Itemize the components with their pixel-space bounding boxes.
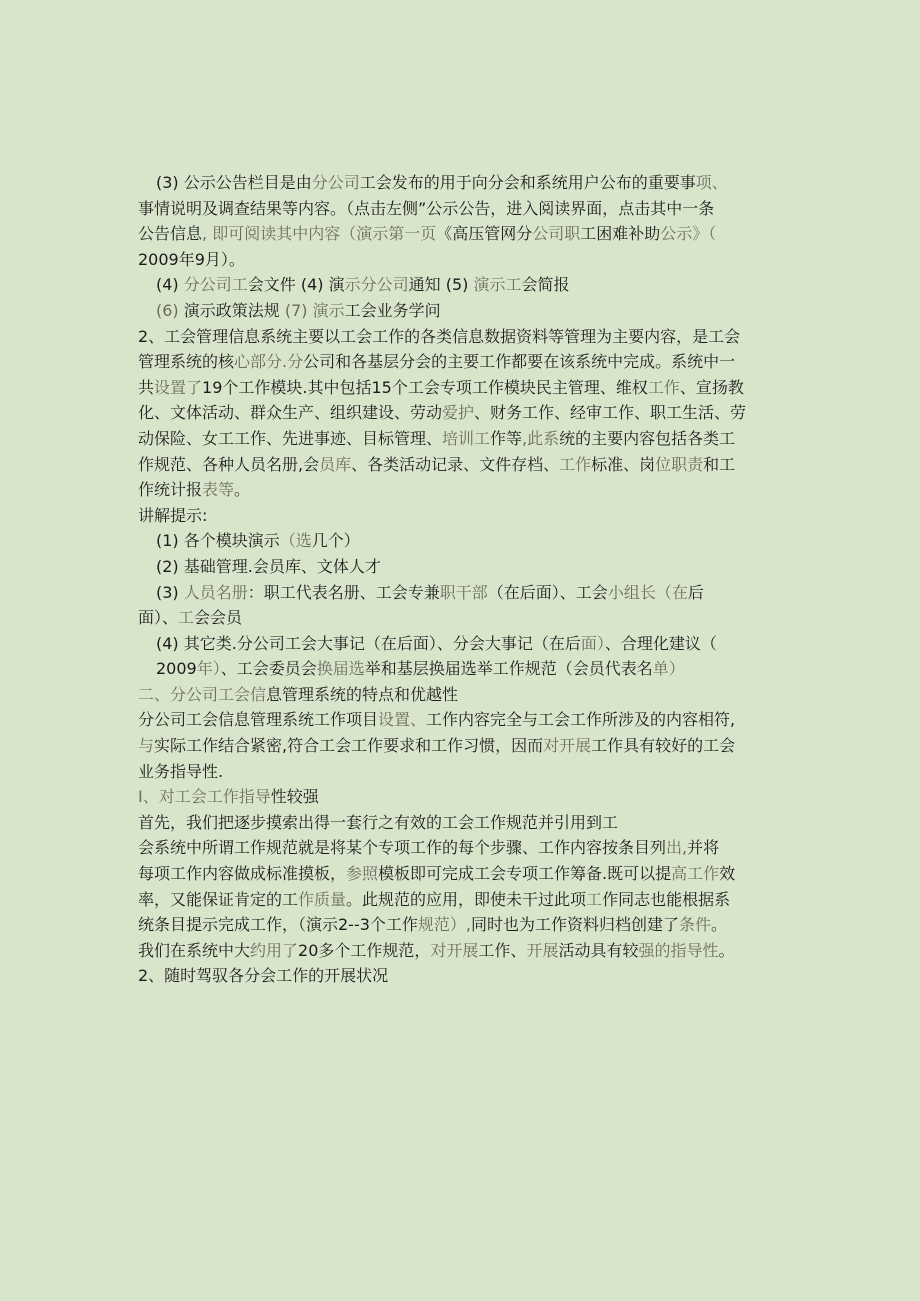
text-line	[138, 631, 788, 657]
text-run: 设置了	[154, 377, 203, 397]
text-line	[138, 477, 788, 503]
text-run: 会会员	[194, 608, 243, 628]
text-run: 与	[138, 736, 155, 756]
text-run: 工作	[647, 377, 680, 397]
text-run: 、各类活动记录、文件存档、	[351, 454, 560, 474]
text-line	[138, 170, 788, 196]
text-run: I、对	[138, 787, 175, 807]
text-line	[138, 298, 788, 324]
text-run: 率，又能保证肯定的工	[138, 889, 299, 909]
text-run: 统条目提示完成工作，（演示2--3个工作	[138, 915, 418, 935]
text-run: 规范）,	[417, 915, 472, 935]
text-run: 工会业务学问	[344, 300, 441, 320]
text-run: 项、	[695, 173, 728, 192]
text-line	[138, 605, 788, 631]
text-run: 并将	[687, 838, 720, 858]
text-run: 演示政策法规	[183, 300, 280, 320]
text-run: 面）	[580, 633, 605, 653]
text-run: 职干部	[439, 582, 488, 602]
text-line	[138, 196, 788, 222]
text-run: 、财务工作、经审工作、职工生活、劳	[474, 403, 747, 423]
text-line	[138, 963, 788, 989]
text-run: 强的指导性	[638, 940, 719, 960]
text-run: 会系统中所谓工作规范就是将某个专项工作的每个步骤、工作内容按条目列	[138, 838, 667, 858]
text-run: 演示工	[473, 275, 522, 295]
text-run: 19个工作模块.其中包括15个工会专项工作模块民主管理、维权	[202, 377, 648, 397]
text-run: 设置、	[378, 710, 427, 730]
text-line	[138, 707, 788, 733]
text-run: 几个）	[311, 531, 360, 551]
text-run: 通知 (5)	[408, 275, 474, 295]
text-run: (6)	[156, 300, 184, 320]
text-run: 开展	[526, 940, 559, 960]
text-run: 首先，我们把逐步摸索出得一套行之有效的工会工作规范并引用到工	[138, 812, 619, 832]
text-run: 。	[718, 940, 735, 960]
text-run: 作质量	[298, 889, 347, 909]
text-run: 每项工作内容做成标准摸板，	[138, 864, 347, 884]
text-run: 统的主要内容包括各类工	[559, 428, 736, 448]
text-run: 标准、岗	[591, 454, 656, 474]
text-run: 对开展	[430, 940, 479, 960]
text-run: 工会发布的用于向分会和系统用户公布的重要事	[359, 173, 696, 192]
text-run: 、合理化建议（	[604, 633, 717, 653]
document-body	[138, 170, 788, 989]
text-run: 2、工会管理信息系统主要以工会工作的各类信息数据资料等管理为主要内容，是工会	[138, 326, 741, 346]
text-run: ,此系	[522, 428, 560, 448]
text-run: 2009	[156, 659, 197, 679]
text-run: 作等	[490, 428, 523, 448]
text-run: 公示》（	[660, 224, 717, 244]
text-run: (3) 公示公告栏目是由	[156, 173, 312, 192]
text-run: 会文件 (4) 演	[247, 275, 345, 295]
text-run: ：职工代表名册、工会专兼	[247, 582, 440, 602]
text-line	[138, 554, 788, 580]
text-run: 管理系统的核	[138, 352, 235, 372]
text-line	[138, 810, 788, 836]
text-line	[138, 861, 788, 887]
text-run: 分公司工	[183, 275, 248, 295]
text-run: 共	[138, 377, 155, 397]
text-run: 事情说明及调查结果等内容。（点击左侧”公示公告，进入阅读界面，点击其中一条	[138, 198, 715, 218]
text-run: 工困难补助	[580, 224, 661, 244]
text-run: 培训工	[442, 428, 491, 448]
text-line	[138, 452, 788, 478]
text-line	[138, 426, 788, 452]
text-run: (4)	[156, 275, 184, 295]
text-run: 面）、	[138, 608, 179, 628]
text-run: 示分公司	[344, 275, 409, 295]
text-run: 单）	[652, 659, 685, 679]
text-run: 举和基层换届选举工作规范（会员代表名	[364, 659, 653, 679]
text-line	[138, 349, 788, 375]
text-line	[138, 375, 788, 401]
text-run: 2、随时驾驭各分会工作的开展状况	[138, 966, 389, 986]
text-line	[138, 887, 788, 913]
text-run: 。	[711, 915, 728, 935]
text-run: 会简报	[521, 275, 570, 295]
text-run: 息管理系统的特点和优越性	[266, 684, 459, 704]
text-run: 人员名册	[183, 582, 248, 602]
text-run: 年）	[196, 659, 221, 679]
text-run: (1) 各个模块演示	[156, 531, 280, 551]
text-run: 分公司工会信息管理系统工作项目	[138, 710, 379, 730]
text-run: 模板即可完成工会专项工作筹备.既可以提	[378, 864, 672, 884]
text-line	[138, 272, 788, 298]
text-run: , 即可阅读其中内容（演示第一页	[202, 224, 437, 244]
text-run: 公司和各基层分会的主要工作都要在该系统中完成。系统中一	[303, 352, 736, 372]
text-line	[138, 528, 788, 554]
text-run: 同时也为工作资料归档创建了	[471, 915, 680, 935]
text-run: 效	[719, 864, 736, 884]
text-run: 工作具有较好的工会	[591, 736, 736, 756]
text-line	[138, 221, 788, 247]
text-run: 讲解提示:	[138, 505, 208, 525]
text-run: 工	[178, 608, 195, 628]
text-run: 公告信息	[138, 224, 203, 244]
text-run: 实际工作结合紧密,符合工会工作要求和工作习惯，因而	[154, 736, 544, 756]
text-run: 工会工作指导	[174, 787, 271, 807]
text-run: 换届选	[316, 659, 365, 679]
text-line	[138, 324, 788, 350]
text-run: 。此规范的应用，即使未干过此项	[346, 889, 587, 909]
text-run: (4) 其它类.分公司工会大事记（在后面）、分会大事记（在后	[156, 633, 581, 653]
text-run: 业务指导性.	[138, 761, 224, 781]
text-run: 分公司	[311, 173, 360, 192]
text-run: 员库	[319, 454, 352, 474]
text-run: (3)	[156, 582, 184, 602]
text-line	[138, 733, 788, 759]
text-line	[138, 912, 788, 938]
text-run: 动保险、女工工作、先进事迹、目标管理、	[138, 428, 443, 448]
text-run: 作规范、各种人员名册,会	[138, 454, 320, 474]
text-run: 我们在系统中大	[138, 940, 251, 960]
text-run: 化、文体活动、群众生产、组织建设、劳动	[138, 403, 443, 423]
text-run: 小组长（在	[607, 582, 688, 602]
text-run: 二、分公司工会信	[138, 684, 267, 704]
text-run: （选	[279, 531, 312, 551]
text-run: (7) 演示	[279, 300, 345, 320]
text-line	[138, 503, 788, 529]
text-run: 出,	[666, 838, 688, 858]
text-line	[138, 835, 788, 861]
text-run: （在后面）、工会	[487, 582, 608, 602]
text-run: 作同志也能根据系	[602, 889, 731, 909]
text-run: 约用了	[250, 940, 299, 960]
text-line	[138, 938, 788, 964]
text-run: 作统计报	[138, 480, 203, 500]
text-run: 、宣扬教	[679, 377, 744, 397]
text-line	[138, 247, 788, 273]
text-run: 2009年9月）。	[138, 249, 245, 269]
text-run: 工	[586, 889, 603, 909]
text-run: 公司职	[532, 224, 581, 244]
text-run: 工作	[559, 454, 592, 474]
text-run: 活动具有较	[558, 940, 639, 960]
text-run: 后	[687, 582, 704, 602]
text-line	[138, 580, 788, 606]
text-run: 20多个工作规范，	[298, 940, 431, 960]
text-run: 《高压管网分	[436, 224, 533, 244]
text-run: 和工	[703, 454, 736, 474]
text-line	[138, 759, 788, 785]
text-line	[138, 784, 788, 810]
text-run: 位职责	[655, 454, 704, 474]
text-run: 条件	[679, 915, 712, 935]
text-run: 参照	[346, 864, 379, 884]
text-run: 工作内容完全与工会工作所涉及的内容相符,	[426, 710, 736, 730]
text-line	[138, 682, 788, 708]
text-run: 。	[234, 480, 251, 500]
text-run: 心部分.分	[234, 352, 304, 372]
text-run: 工作、	[478, 940, 527, 960]
text-run: 、工会委员会	[220, 659, 317, 679]
text-line	[138, 400, 788, 426]
text-run: (2) 基础管理.会员库、文体人才	[156, 556, 381, 576]
text-run: 表等	[202, 480, 235, 500]
text-run: 高工作	[671, 864, 720, 884]
text-run: 对开展	[543, 736, 592, 756]
text-run: 性较强	[270, 787, 319, 807]
text-run: 爱护	[442, 403, 475, 423]
text-line	[138, 656, 788, 682]
